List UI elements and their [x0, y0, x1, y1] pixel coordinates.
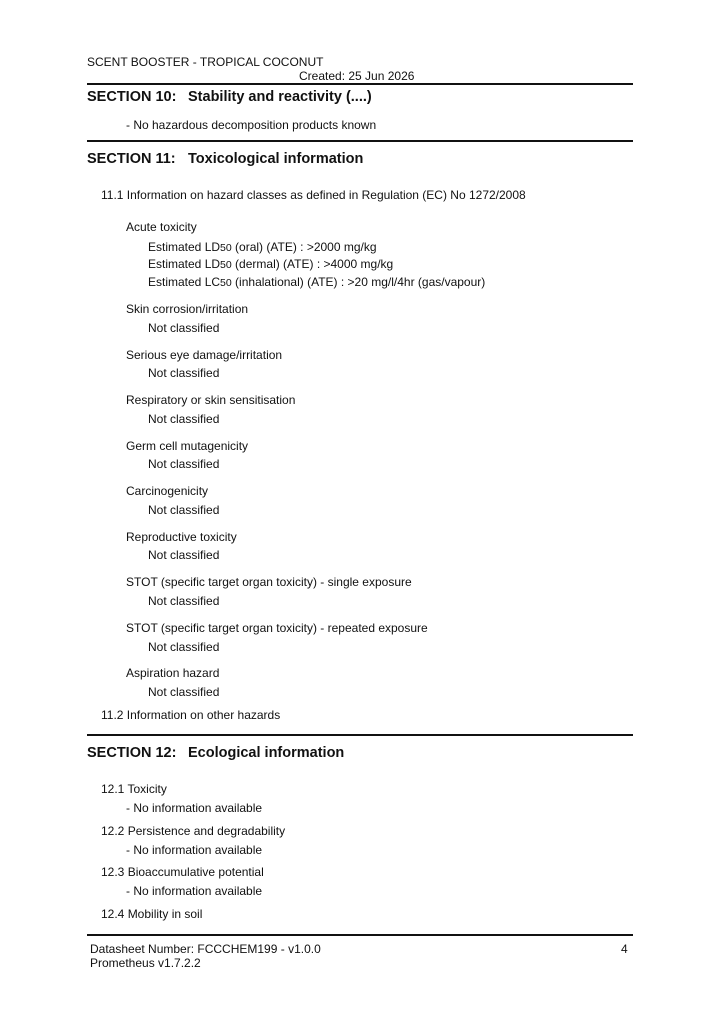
footer-divider — [87, 934, 633, 936]
section-12-title: Ecological information — [188, 745, 345, 761]
section-12-item-heading: 12.3 Bioaccumulative potential — [101, 865, 264, 879]
section-12-item-value: - No information available — [126, 843, 263, 857]
hazard-value: Not classified — [148, 412, 220, 426]
hazard-heading: Aspiration hazard — [126, 666, 220, 680]
hazard-heading: Reproductive toxicity — [126, 530, 237, 544]
page-number: 4 — [621, 942, 628, 956]
section-10-divider — [87, 140, 633, 142]
section-10-item: - No hazardous decomposition products known — [126, 118, 377, 132]
datasheet-number: Datasheet Number: FCCCHEM199 - v1.0.0 — [90, 942, 321, 956]
header-divider — [87, 83, 633, 85]
hazard-value: Not classified — [148, 457, 220, 471]
section-11-divider — [87, 734, 633, 736]
section-10-heading — [87, 88, 372, 106]
hazard-value: Not classified — [148, 594, 220, 608]
section-12-item-heading: 12.4 Mobility in soil — [101, 907, 203, 921]
hazard-heading: STOT (specific target organ toxicity) - repeated exposure — [126, 621, 428, 635]
acute-toxicity-heading: Acute toxicity — [126, 220, 197, 234]
section-12-item-heading: 12.2 Persistence and degradability — [101, 824, 286, 838]
hazard-heading: Serious eye damage/irritation — [126, 348, 283, 362]
acute-toxicity-dermal: Estimated LD50 (dermal) (ATE) : >4000 mg/kg — [148, 257, 394, 271]
acute-toxicity-oral: Estimated LD50 (oral) (ATE) : >2000 mg/kg — [148, 240, 377, 254]
section-11-number: SECTION 11: — [87, 151, 176, 167]
hazard-heading: Respiratory or skin sensitisation — [126, 393, 296, 407]
hazard-value: Not classified — [148, 685, 220, 699]
hazard-value: Not classified — [148, 321, 220, 335]
section-12-item-value: - No information available — [126, 801, 263, 815]
hazard-heading: Skin corrosion/irritation — [126, 302, 249, 316]
hazard-value: Not classified — [148, 366, 220, 380]
acute-toxicity-inhalational: Estimated LC50 (inhalational) (ATE) : >20 mg/l/4hr (gas/vapour) — [148, 275, 486, 289]
hazard-heading: Germ cell mutagenicity — [126, 439, 249, 453]
section-11-title: Toxicological information — [188, 151, 364, 167]
section-12-item-value: - No information available — [126, 884, 263, 898]
section-12-number: SECTION 12: — [87, 745, 177, 761]
hazard-value: Not classified — [148, 640, 220, 654]
created-date: Created: 25 Jun 2026 — [299, 69, 415, 83]
section-10-number: SECTION 10: — [87, 89, 177, 105]
hazard-heading: STOT (specific target organ toxicity) - single exposure — [126, 575, 412, 589]
section-10-title: Stability and reactivity (....) — [188, 89, 372, 105]
section-12-item-heading: 12.1 Toxicity — [101, 782, 167, 796]
section-11-1-heading: 11.1 Information on hazard classes as defined in Regulation (EC) No 1272/2008 — [101, 188, 526, 202]
hazard-value: Not classified — [148, 548, 220, 562]
section-11-2-heading: 11.2 Information on other hazards — [101, 708, 281, 722]
hazard-heading: Carcinogenicity — [126, 484, 209, 498]
section-12-heading — [87, 744, 344, 762]
hazard-value: Not classified — [148, 503, 220, 517]
section-11-heading — [87, 150, 363, 168]
software-version: Prometheus v1.7.2.2 — [90, 956, 201, 970]
product-name: SCENT BOOSTER - TROPICAL COCONUT — [87, 55, 324, 69]
